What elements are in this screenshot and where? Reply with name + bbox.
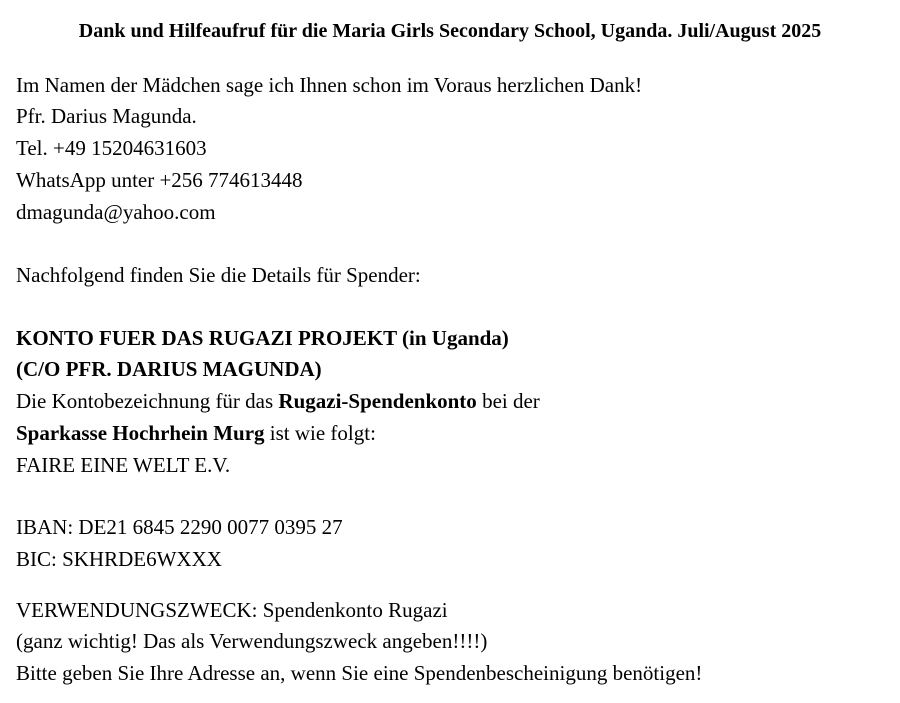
purpose-line: VERWENDUNGSZWECK: Spendenkonto Rugazi [16, 598, 448, 622]
iban: IBAN: DE21 6845 2290 0077 0395 27 [16, 515, 343, 539]
contact-email: dmagunda@yahoo.com [16, 200, 216, 224]
account-heading: KONTO FUER DAS RUGAZI PROJEKT (in Uganda) [16, 326, 509, 350]
account-description-pre: Die Kontobezeichnung für das [16, 389, 279, 413]
thanks-line: Im Namen der Mädchen sage ich Ihnen schon im Voraus herzlichen Dank! [16, 73, 643, 97]
donor-intro: Nachfolgend finden Sie die Details für Spender: [16, 263, 421, 287]
contact-name: Pfr. Darius Magunda. [16, 104, 197, 128]
account-description-bold: Rugazi-Spendenkonto [278, 389, 477, 413]
contact-whatsapp: WhatsApp unter +256 774613448 [16, 168, 303, 192]
document-title: Dank und Hilfeaufruf für die Maria Girls Secondary School, Uganda. Juli/August 2025 [78, 20, 822, 42]
address-note: Bitte geben Sie Ihre Adresse an, wenn Sie eine Spendenbescheinigung benötigen! [16, 661, 703, 685]
bic: BIC: SKHRDE6WXXX [16, 547, 222, 571]
account-holder: FAIRE EINE WELT E.V. [16, 453, 231, 477]
bank-line [16, 420, 376, 446]
account-description [16, 388, 540, 414]
account-subheading: (C/O PFR. DARIUS MAGUNDA) [16, 357, 322, 381]
bank-line-post: ist wie folgt: [264, 421, 376, 445]
bank-name: Sparkasse Hochrhein Murg [16, 421, 265, 445]
contact-phone: Tel. +49 15204631603 [16, 136, 207, 160]
purpose-note: (ganz wichtig! Das als Verwendungszweck angeben!!!!) [16, 629, 488, 653]
account-description-post: bei der [476, 389, 540, 413]
